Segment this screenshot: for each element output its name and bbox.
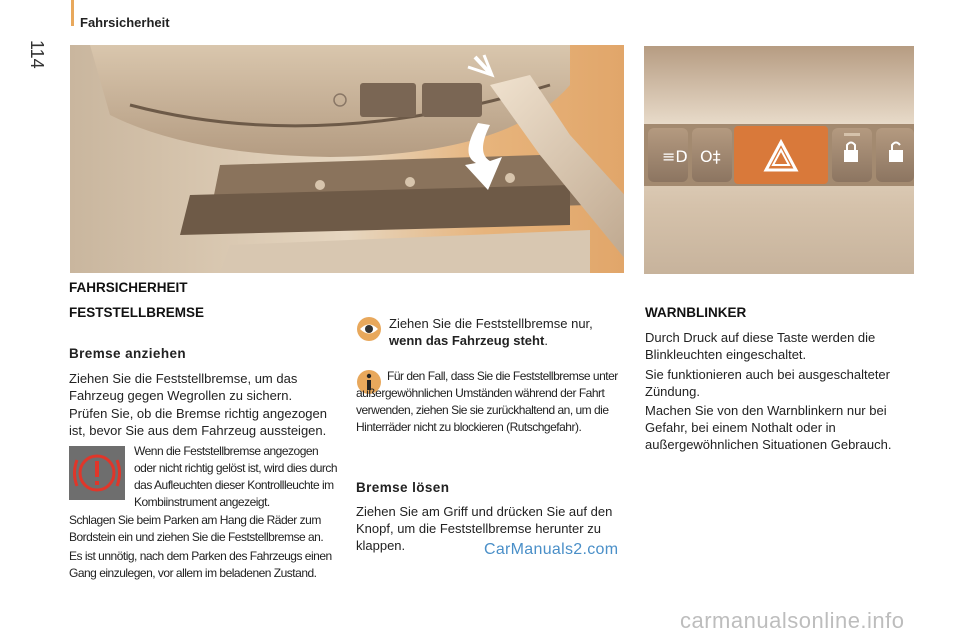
section-title: Fahrsicherheit bbox=[80, 15, 170, 30]
svg-text:≡D: ≡D bbox=[662, 147, 688, 166]
sub-heading: FESTSTELLBREMSE bbox=[69, 305, 205, 320]
eye-note bbox=[389, 315, 619, 349]
eye-note-bold: wenn das Fahrzeug steht bbox=[389, 333, 545, 348]
accent-bar bbox=[71, 0, 74, 26]
brake-warning-text: Wenn die Feststellbremse angezogen oder nicht richtig gelöst ist, wird dies durch das Aufleuchten dieser Kontrollleuchte im Kombiinstrument angezeigt. bbox=[134, 444, 338, 509]
eye-note-end: . bbox=[544, 333, 548, 348]
info-note: Für den Fall, dass Sie die Feststellbremse unter außergewöhnlichen Umständen während der Fahrt verwenden, ziehen Sie sie zurückhaltend an, um die Hinterräder nicht zu blockieren (Rutschgefahr). bbox=[356, 369, 618, 434]
eye-icon bbox=[356, 316, 382, 342]
svg-text:O‡: O‡ bbox=[700, 147, 721, 166]
apply-paragraph-1: Ziehen Sie die Feststellbremse, um das Fahrzeug gegen Wegrollen zu sichern. bbox=[69, 371, 298, 403]
warnblinker-paragraph-1: Durch Druck auf diese Taste werden die Blinkleuchten eingeschaltet. bbox=[645, 330, 876, 362]
release-paragraph-1: Ziehen Sie am Griff und drücken Sie auf den Knopf, um die Feststellbremse herunter zu klappen. bbox=[356, 504, 613, 553]
warnblinker-paragraph-3: Machen Sie von den Warnblinkern nur bei Gefahr, bei einem Nothalt oder in außergewöhnlichen Situationen Gebrauch. bbox=[645, 403, 892, 452]
page-number: 114 bbox=[27, 40, 47, 69]
hazard-switch-illustration bbox=[644, 46, 914, 274]
apply-title: Bremse anziehen bbox=[69, 346, 187, 361]
warnblinker-title: WARNBLINKER bbox=[645, 305, 747, 320]
apply-note-2: Es ist unnötig, nach dem Parken des Fahrzeugs einen Gang einzulegen, vor allem im beladenen Zustand. bbox=[69, 549, 332, 580]
main-heading: FAHRSICHERHEIT bbox=[69, 280, 188, 295]
apply-paragraph-2: Prüfen Sie, ob die Bremse richtig angezogen ist, bevor Sie aus dem Fahrzeug aussteigen. bbox=[69, 406, 327, 438]
apply-note-1: Schlagen Sie beim Parken am Hang die Räder zum Bordstein ein und ziehen Sie die Feststellbremse an. bbox=[69, 513, 324, 544]
watermark-carmanualsonline: carmanualsonline.info bbox=[680, 608, 905, 633]
watermark-carmanuals2: CarManuals2.com bbox=[484, 541, 619, 558]
handbrake-illustration bbox=[70, 45, 624, 273]
brake-warning-icon bbox=[69, 446, 125, 500]
release-title: Bremse lösen bbox=[356, 480, 450, 495]
eye-note-plain: Ziehen Sie die Feststellbremse nur, bbox=[389, 316, 593, 331]
warnblinker-paragraph-2: Sie funktionieren auch bei ausgeschalteter Zündung. bbox=[645, 367, 890, 399]
